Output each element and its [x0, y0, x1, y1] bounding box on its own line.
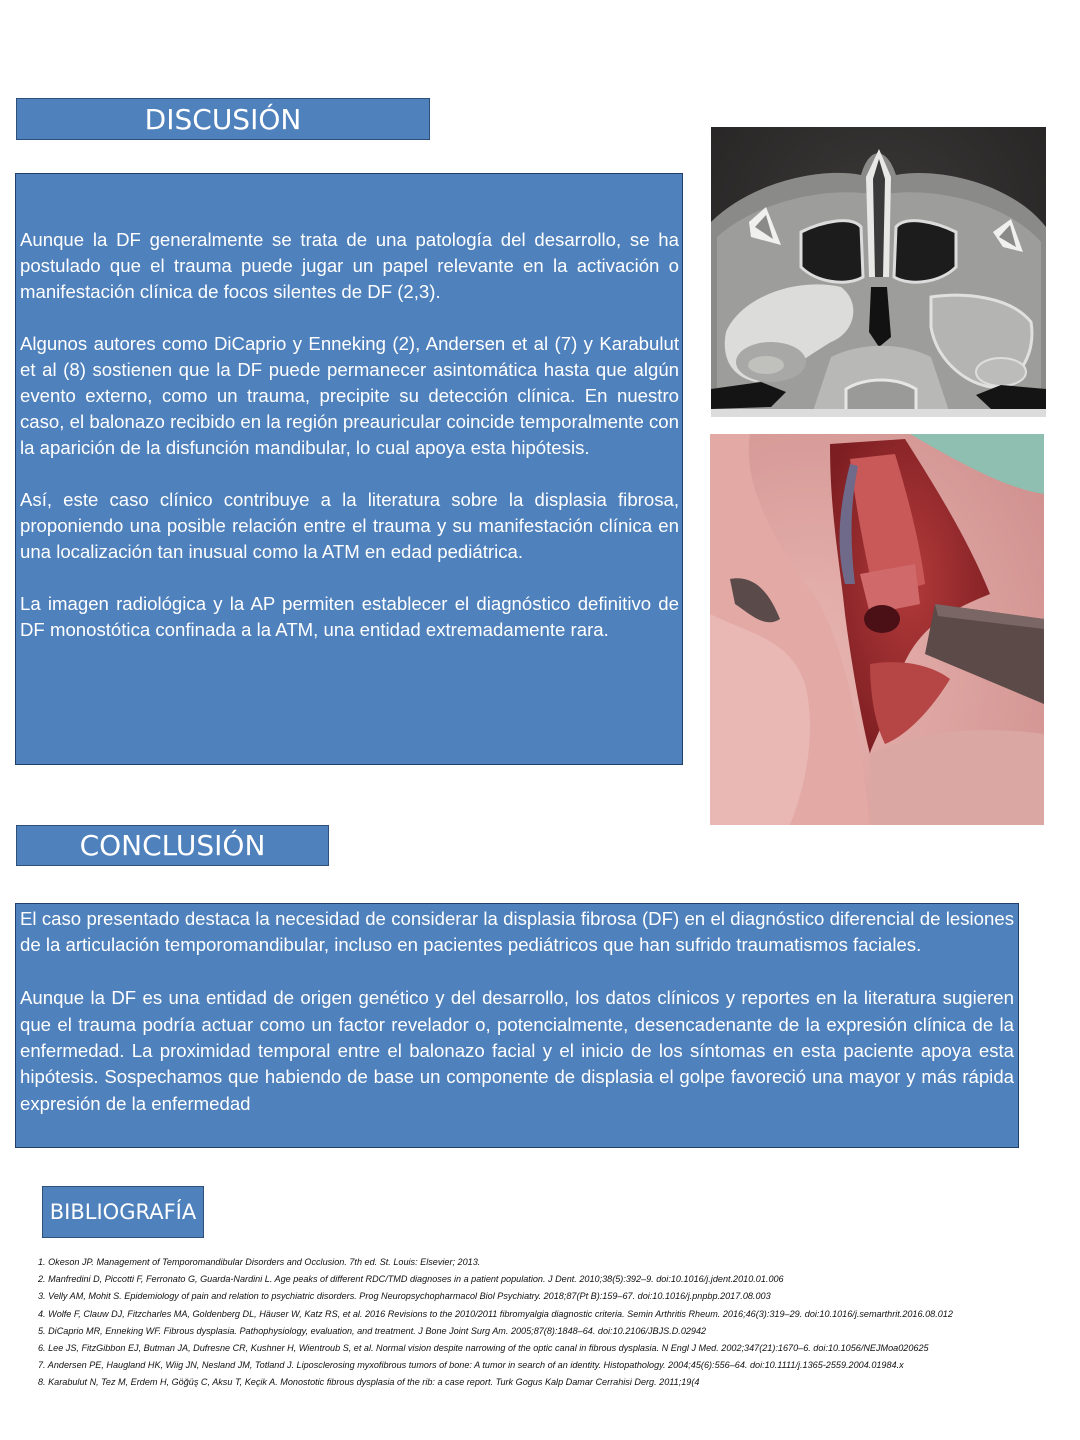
- conclusion-heading: [16, 825, 329, 866]
- bibliography-heading: [42, 1186, 204, 1238]
- discussion-paragraph: La imagen radiológica y la AP permiten establecer el diagnóstico definitivo de DF monostótica confinada a la ATM, una entidad extremadamente rara.: [20, 593, 679, 640]
- surgical-photo-graphic: [710, 434, 1044, 825]
- discussion-heading-text: DISCUSIÓN: [144, 102, 302, 136]
- reference-item: 7. Andersen PE, Haugland HK, Wiig JN, Nesland JM, Totland J. Liposclerosing myxofibrous tumors of bone: A tumor in search of an identity. Histopathology. 2004;45(6):556–64. doi:10.1111/j.1365-2559.2004.01984.x: [38, 1360, 904, 1371]
- ct-scan-graphic: [711, 127, 1046, 417]
- discussion-paragraph: Algunos autores como DiCaprio y Enneking (2), Andersen et al (7) y Karabulut et al (8) sostienen que la DF puede permanecer asintomática hasta que algún evento externo, como un trauma, precipite su detección clínica. En nuestro caso, el balonazo recibido en la región preauricular coincide temporalmente con la aparición de la disfunción mandibular, lo cual apoya esta hipótesis.: [20, 333, 679, 458]
- reference-item: 6. Lee JS, FitzGibbon EJ, Butman JA, Dufresne CR, Kushner H, Wientroub S, et al. Normal vision despite narrowing of the optic canal in fibrous dysplasia. N Engl J Med. 2002;347(21):1670–6. doi:10.1056/NEJMoa020625: [38, 1342, 929, 1353]
- reference-item: 1. Okeson JP. Management of Temporomandibular Disorders and Occlusion. 7th ed. St. Louis: Elsevier; 2013.: [38, 1257, 481, 1267]
- ct-scan-image: [711, 127, 1046, 417]
- reference-item: 8. Karabulut N, Tez M, Erdem H, Göğüş C, Aksu T, Keçik A. Monostotic fibrous dysplasia of the rib: a case report. Turk Gogus Kalp Damar Cerrahisi Derg. 2011;19(4: [38, 1377, 700, 1388]
- discussion-paragraph: Aunque la DF generalmente se trata de una patología del desarrollo, se ha postulado que el trauma puede jugar un papel relevante en la activación o manifestación clínica de focos silentes de DF (2,3).: [20, 229, 679, 302]
- discussion-paragraph: Así, este caso clínico contribuye a la literatura sobre la displasia fibrosa, proponiendo una posible relación entre el trauma y su manifestación clínica en una localización tan inusual como la ATM en edad pediátrica.: [20, 489, 679, 562]
- reference-item: 5. DiCaprio MR, Enneking WF. Fibrous dysplasia. Pathophysiology, evaluation, and treatment. J Bone Joint Surg Am. 2005;87(8):1848–64. doi:10.2106/JBJS.D.02942: [38, 1325, 707, 1336]
- conclusion-heading-text: CONCLUSIÓN: [79, 829, 266, 862]
- bibliography-heading-text: BIBLIOGRAFÍA: [49, 1200, 197, 1224]
- discussion-heading: [16, 98, 430, 140]
- reference-item: 4. Wolfe F, Clauw DJ, Fitzcharles MA, Goldenberg DL, Häuser W, Katz RS, et al. 2016 Revisions to the 2010/2011 fibromyalgia diagnostic criteria. Semin Arthritis Rheum. 2016;46(3):319–29. doi:10.1016/j.semarthrit.2016.08.012: [38, 1308, 953, 1319]
- reference-item: 2. Manfredini D, Piccotti F, Ferronato G, Guarda-Nardini L. Age peaks of different RDC/TMD diagnoses in a patient population. J Dent. 2010;38(5):392–9. doi:10.1016/j.jdent.2010.01.006: [38, 1274, 784, 1285]
- reference-item: 3. Velly AM, Mohit S. Epidemiology of pain and relation to psychiatric disorders. Prog Neuropsychopharmacol Biol Psychiatry. 2018;87(Pt B):159–67. doi:10.1016/j.pnpbp.2017.08.003: [38, 1291, 771, 1302]
- discussion-text-box: [15, 173, 683, 765]
- conclusion-paragraph: Aunque la DF es una entidad de origen genético y del desarrollo, los datos clínicos y reportes en la literatura sugieren que el trauma podría actuar como un factor revelador o, potencialmente, desencadenante de la expresión clínica de la enfermedad. La proximidad temporal entre el balonazo facial y el inicio de los síntomas en esta paciente apoya esta hipótesis. Sospechamos que habiendo de base un componente de displasia el golpe favoreció una mayor y más rápida expresión de la enfermedad: [20, 987, 1014, 1114]
- conclusion-text-box: [15, 903, 1019, 1148]
- conclusion-paragraph: El caso presentado destaca la necesidad de considerar la displasia fibrosa (DF) en el diagnóstico diferencial de lesiones de la articulación temporomandibular, incluso en pacientes pediátricos que han sufrido traumatismos faciales.: [20, 908, 1014, 956]
- surgical-photo: [710, 434, 1044, 825]
- reference-list: [38, 1257, 1044, 1395]
